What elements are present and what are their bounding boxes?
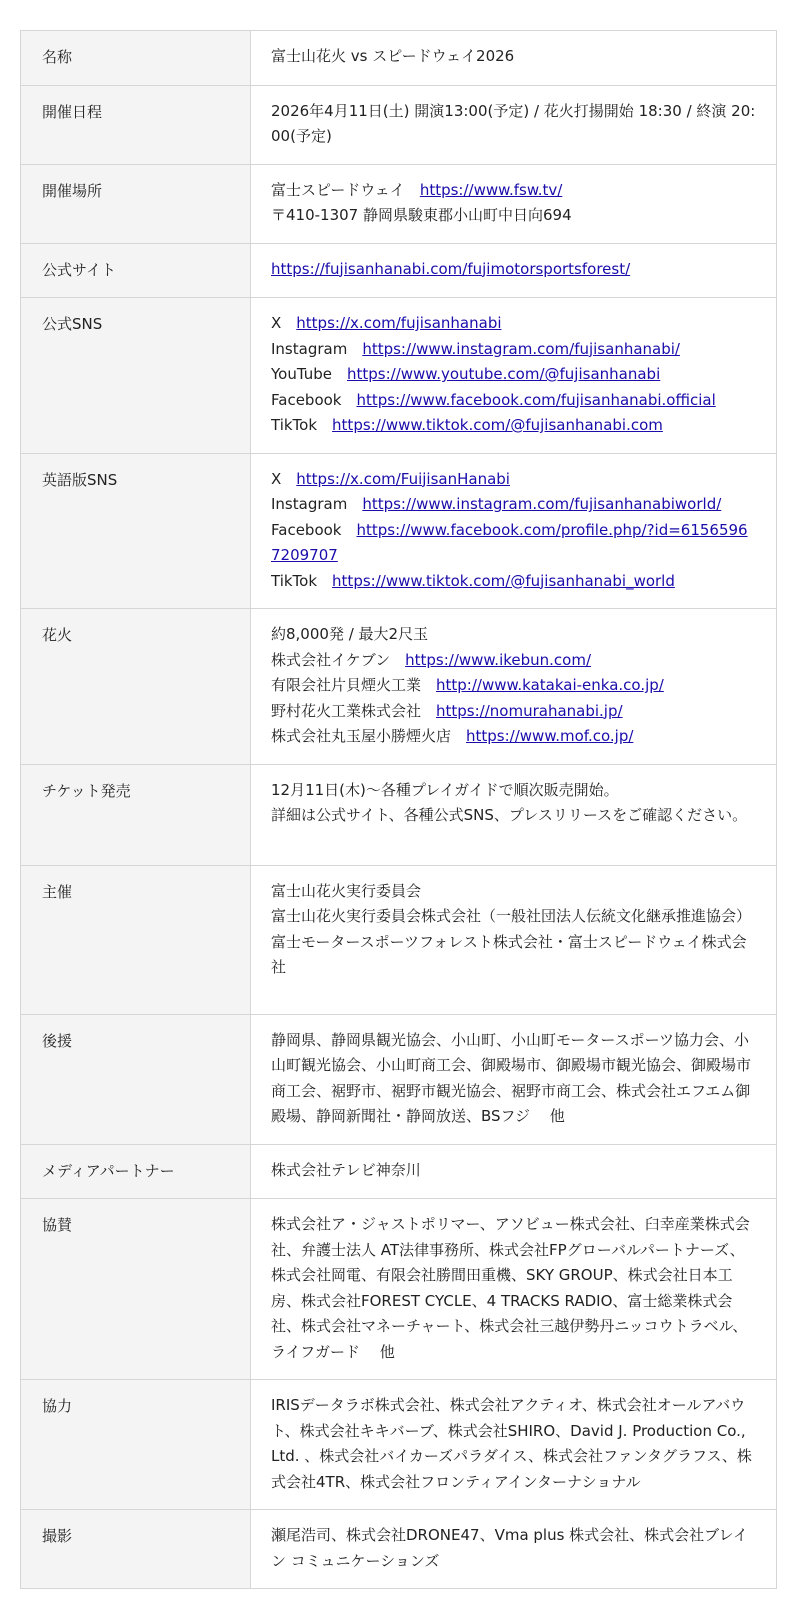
link-label: Instagram: [271, 339, 348, 358]
url-link[interactable]: https://fujisanhanabi.com/fujimotorsportsforest/: [271, 259, 631, 278]
value-line: [271, 1523, 756, 1574]
info-row: [21, 609, 777, 765]
value-line: [271, 467, 756, 493]
row-value: [251, 164, 777, 243]
value-line: [271, 778, 756, 804]
url-link[interactable]: https://www.instagram.com/fujisanhanabiworld/: [362, 495, 722, 513]
value-line: [271, 1158, 756, 1184]
value-line: [271, 724, 756, 750]
value-text: 富士山花火実行委員会株式会社（一般社団法人伝統文化継承推進協会）: [271, 907, 752, 925]
value-line: [271, 99, 756, 150]
value-line: [271, 648, 756, 674]
row-label: 公式サイト: [21, 243, 251, 298]
row-label: メディアパートナー: [21, 1144, 251, 1199]
link-label: Instagram: [271, 495, 348, 513]
value-text: 瀬尾浩司、株式会社DRONE47、Vma plus 株式会社、株式会社ブレイン コミュニケーションズ: [271, 1526, 748, 1570]
value-line: [271, 904, 756, 930]
row-value: [251, 764, 777, 865]
link-label: 富士スピードウェイ: [271, 180, 405, 199]
link-label: 株式会社丸玉屋小勝煙火店: [271, 727, 452, 745]
row-label: 開催場所: [21, 164, 251, 243]
url-link[interactable]: https://www.tiktok.com/@fujisanhanabi.com: [332, 416, 663, 434]
link-label: Facebook: [271, 520, 342, 539]
row-label: 後援: [21, 1014, 251, 1144]
link-label: TikTok: [271, 416, 318, 434]
row-label: 開催日程: [21, 85, 251, 164]
value-text: 株式会社ア・ジャストポリマー、アソビュー株式会社、臼幸産業株式会社、弁護士法人 AT法律事務所、株式会社FPグローバルパートナーズ、株式会社岡電、有限会社勝間田重機、SKY GROUP、株式会社日本工房、株式会社FOREST CYCLE、4 TRACKS RADIO、富士総業株式会社、株式会社マネーチャート、株式会社三越伊勢丹ニッコウトラベル、ライフガード 他: [271, 1215, 750, 1361]
info-row: [21, 1380, 777, 1510]
url-link[interactable]: https://nomurahanabi.jp/: [436, 701, 623, 720]
info-row: [21, 1199, 777, 1380]
event-info-body: [21, 31, 777, 1589]
url-link[interactable]: https://www.fsw.tv/: [419, 180, 563, 199]
url-link[interactable]: https://www.youtube.com/@fujisanhanabi: [347, 365, 661, 383]
url-link[interactable]: https://www.facebook.com/profile.php/?id=61565967209707: [271, 520, 748, 564]
row-value: [251, 1380, 777, 1510]
row-label: 協賛: [21, 1199, 251, 1380]
value-text: 〒410-1307 静岡県駿東郡小山町中日向694: [271, 206, 572, 224]
value-line: [271, 930, 756, 981]
row-value: [251, 85, 777, 164]
row-label: 花火: [21, 609, 251, 765]
link-label: 株式会社イケブン: [271, 650, 391, 669]
value-line: [271, 803, 756, 829]
row-label: 主催: [21, 865, 251, 1014]
url-link[interactable]: https://www.ikebun.com/: [405, 650, 592, 669]
value-line: [271, 1028, 756, 1130]
value-line: [271, 492, 756, 518]
value-text: IRISデータラボ株式会社、株式会社アクティオ、株式会社オールアバウト、株式会社キキバーブ、株式会社SHIRO、David J. Production Co., Ltd. 、株式会社バイカーズパラダイス、株式会社ファンタグラフス、株式会社4TR、株式会社フロンティアインターナショナル: [271, 1396, 752, 1491]
value-text: 12月11日(木)～各種プレイガイドで順次販売開始。: [271, 780, 619, 799]
url-link[interactable]: http://www.katakai-enka.co.jp/: [436, 676, 664, 694]
info-row: [21, 31, 777, 86]
url-link[interactable]: https://x.com/FuijisanHanabi: [296, 469, 510, 488]
value-text: 富士モータースポーツフォレスト株式会社・富士スピードウェイ株式会社: [271, 932, 747, 976]
value-text: 2026年4月11日(土) 開演13:00(予定) / 花火打揚開始 18:30 / 終演 20:00(予定): [271, 101, 756, 145]
link-label: Facebook: [271, 390, 342, 409]
info-row: [21, 85, 777, 164]
value-line: [271, 311, 756, 337]
value-text: 静岡県、静岡県観光協会、小山町、小山町モータースポーツ協力会、小山町観光協会、小山町商工会、御殿場市、御殿場市観光協会、御殿場市商工会、裾野市、裾野市観光協会、裾野市商工会、株式会社エフエム御殿場、静岡新聞社・静岡放送、BSフジ 他: [271, 1030, 752, 1125]
info-row: [21, 453, 777, 609]
url-link[interactable]: https://www.instagram.com/fujisanhanabi/: [362, 339, 680, 358]
url-link[interactable]: https://x.com/fujisanhanabi: [296, 314, 502, 332]
url-link[interactable]: https://www.tiktok.com/@fujisanhanabi_world: [332, 571, 675, 590]
info-row: [21, 1014, 777, 1144]
link-label: X: [271, 314, 282, 332]
info-row: [21, 764, 777, 865]
row-value: [251, 1144, 777, 1199]
info-row: [21, 164, 777, 243]
row-value: [251, 1510, 777, 1589]
value-line: [271, 178, 756, 204]
row-value: [251, 1014, 777, 1144]
value-line: [271, 879, 756, 905]
info-row: [21, 1510, 777, 1589]
row-label: 撮影: [21, 1510, 251, 1589]
info-row: [21, 243, 777, 298]
row-value: [251, 609, 777, 765]
row-label: チケット発売: [21, 764, 251, 865]
value-line: [271, 257, 756, 283]
value-text: 約8,000発 / 最大2尺玉: [271, 625, 429, 643]
link-label: YouTube: [271, 365, 332, 383]
value-line: [271, 337, 756, 363]
row-value: [251, 453, 777, 609]
row-label: 公式SNS: [21, 298, 251, 454]
value-line: [271, 203, 756, 229]
event-info-table: [20, 30, 777, 1589]
value-line: [271, 622, 756, 648]
info-row: [21, 298, 777, 454]
row-value: [251, 865, 777, 1014]
value-text: 富士山花火 vs スピードウェイ2026: [271, 47, 515, 65]
url-link[interactable]: https://www.mof.co.jp/: [466, 727, 634, 745]
value-line: [271, 413, 756, 439]
link-label: 有限会社片貝煙火工業: [271, 676, 422, 694]
value-line: [271, 569, 756, 595]
value-line: [271, 1393, 756, 1495]
value-line: [271, 673, 756, 699]
value-line: [271, 699, 756, 725]
url-link[interactable]: https://www.facebook.com/fujisanhanabi.official: [356, 390, 716, 409]
value-line: [271, 388, 756, 414]
value-text: 株式会社テレビ神奈川: [271, 1160, 421, 1179]
row-label: 協力: [21, 1380, 251, 1510]
info-row: [21, 865, 777, 1014]
row-label: 英語版SNS: [21, 453, 251, 609]
row-value: [251, 243, 777, 298]
row-value: [251, 1199, 777, 1380]
row-value: [251, 298, 777, 454]
link-label: X: [271, 469, 282, 488]
value-text: 詳細は公式サイト、各種公式SNS、プレスリリースをご確認ください。: [271, 806, 748, 824]
value-line: [271, 44, 756, 70]
row-value: [251, 31, 777, 86]
link-label: TikTok: [271, 571, 318, 590]
value-line: [271, 362, 756, 388]
value-text: 富士山花火実行委員会: [271, 881, 422, 900]
info-row: [21, 1144, 777, 1199]
link-label: 野村花火工業株式会社: [271, 701, 422, 720]
value-line: [271, 1212, 756, 1365]
value-line: [271, 518, 756, 569]
row-label: 名称: [21, 31, 251, 86]
